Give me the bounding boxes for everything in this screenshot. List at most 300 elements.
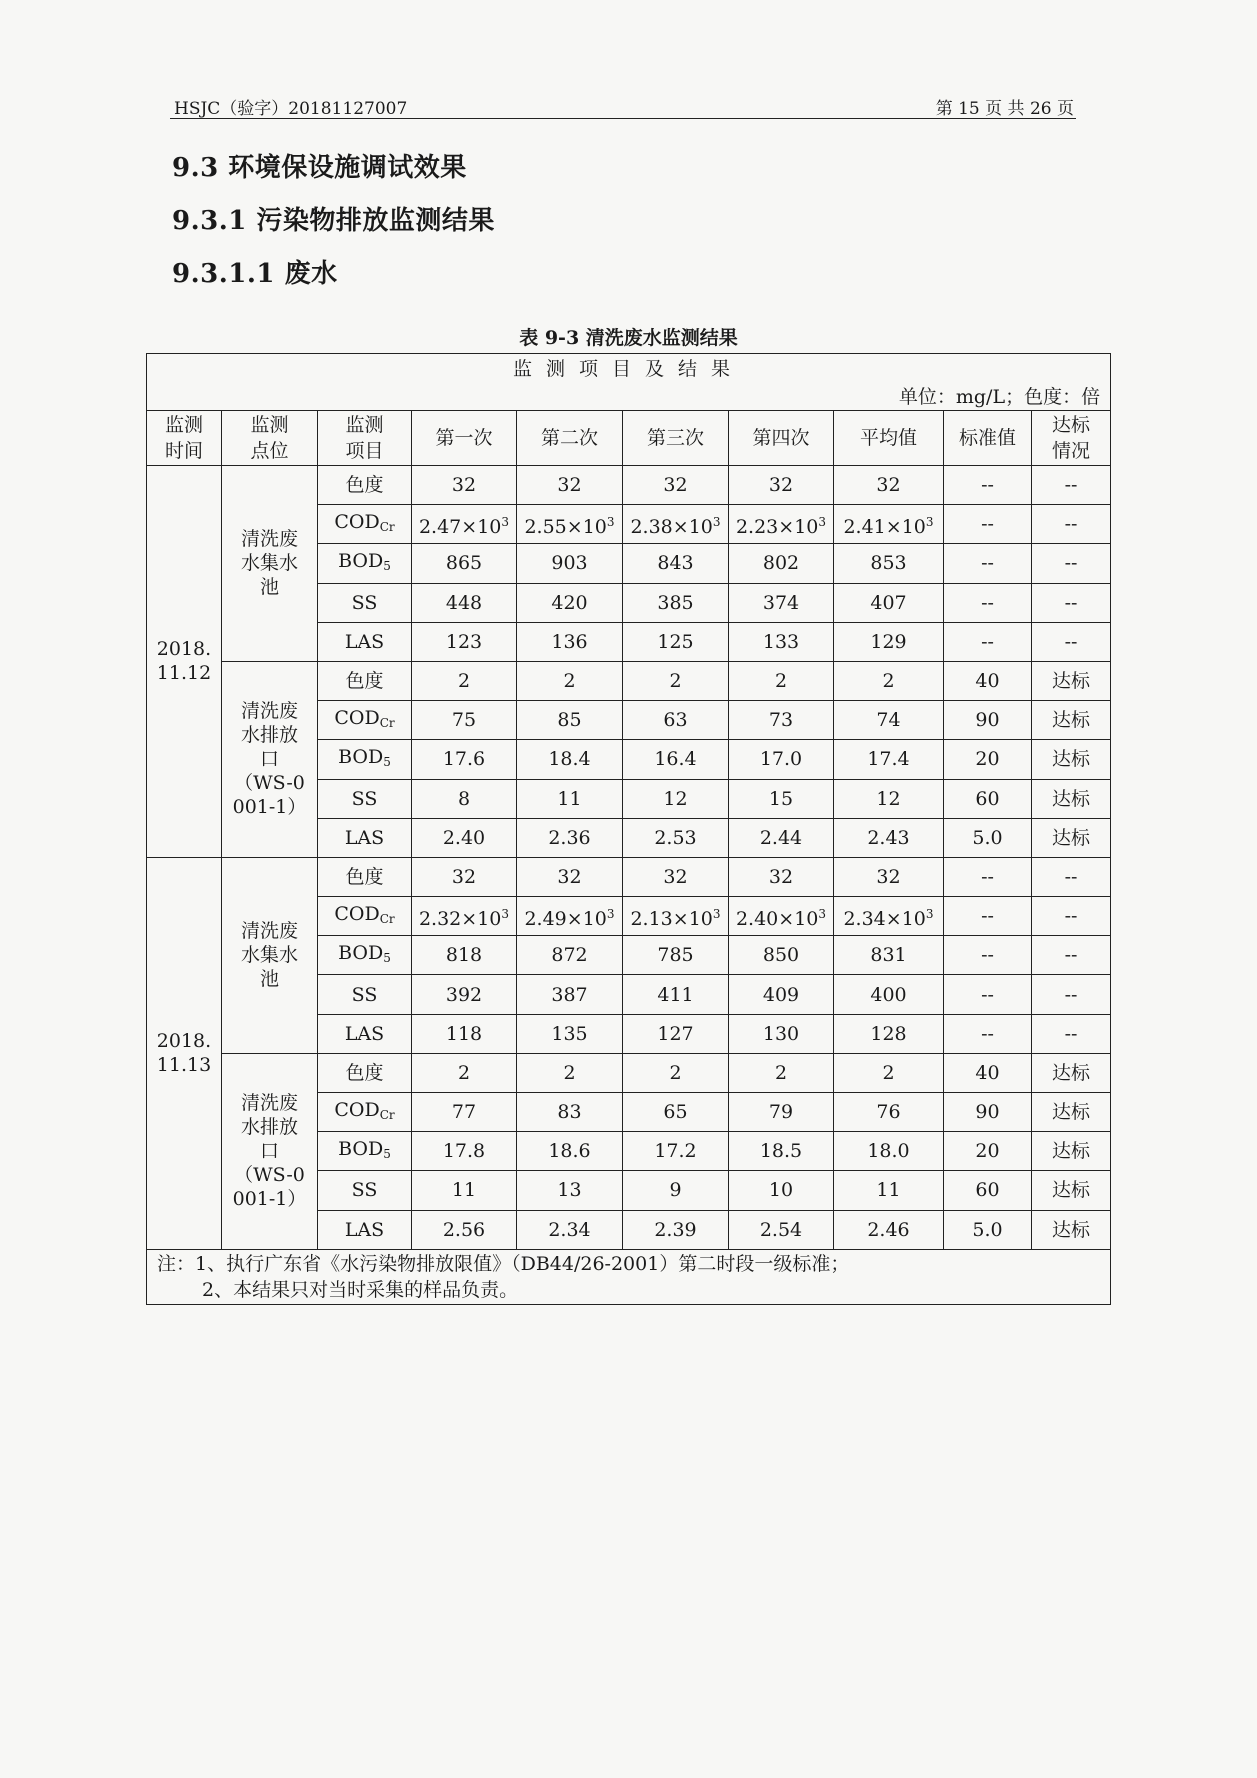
table-cell <box>623 1132 729 1171</box>
table-cell <box>517 466 623 505</box>
cell-value: 77 <box>451 1101 477 1124</box>
table-cell <box>623 505 729 544</box>
table-cell <box>729 701 834 740</box>
table-cell <box>729 1014 834 1053</box>
table-cell <box>517 1132 623 1171</box>
table-cell <box>1032 1014 1111 1053</box>
item-name: 色度 <box>345 865 384 888</box>
table-cell <box>517 975 623 1014</box>
table-cell <box>623 897 729 936</box>
monitoring-item <box>318 779 412 818</box>
table-cell <box>834 1014 944 1053</box>
table-cell <box>412 975 517 1014</box>
monitoring-item <box>318 505 412 544</box>
table-cell <box>944 1132 1032 1171</box>
table-cell <box>623 1171 729 1210</box>
table-cell <box>623 622 729 661</box>
cell-value: 2.23×10 <box>735 515 819 538</box>
table-cell <box>623 1093 729 1132</box>
cell-value: 40 <box>975 670 1000 693</box>
table-cell <box>623 857 729 896</box>
monitoring-item <box>318 622 412 661</box>
cell-value: 17.0 <box>759 748 803 771</box>
cell-value: 136 <box>551 630 588 653</box>
table-cell <box>944 661 1032 700</box>
table-row <box>147 1053 1111 1092</box>
table-cell <box>834 1132 944 1171</box>
table-cell <box>412 740 517 779</box>
table-cell <box>729 466 834 505</box>
cell-value: 818 <box>445 944 483 967</box>
table-cell <box>729 975 834 1014</box>
cell-value: 65 <box>663 1101 688 1124</box>
item-name: 色度 <box>345 1061 384 1084</box>
monitoring-item <box>318 466 412 505</box>
cell-value: 2 <box>669 670 682 693</box>
cell-value: -- <box>1064 630 1078 653</box>
table-cell <box>944 466 1032 505</box>
cell-value: 60 <box>975 1179 1000 1202</box>
table-cell <box>944 544 1032 583</box>
table-cell <box>1032 1053 1111 1092</box>
monitoring-item <box>318 1132 412 1171</box>
cell-value: 63 <box>663 709 688 732</box>
cell-value: 409 <box>762 983 800 1006</box>
cell-value: 407 <box>870 591 907 614</box>
table-unit: 单位：mg/L；色度：倍 <box>147 384 1111 411</box>
table-cell <box>1032 857 1111 896</box>
table-cell <box>517 622 623 661</box>
cell-value: 2 <box>563 670 576 693</box>
table-cell <box>412 505 517 544</box>
cell-value: -- <box>981 630 994 653</box>
cell-value: 17.2 <box>654 1140 697 1163</box>
table-cell <box>1032 544 1111 583</box>
cell-value: 2.53 <box>654 826 697 849</box>
monitoring-item <box>318 583 412 622</box>
table-cell <box>412 1093 517 1132</box>
table-cell <box>517 936 623 975</box>
table-cell <box>412 701 517 740</box>
table-cell <box>834 505 944 544</box>
cell-value: 18.4 <box>548 748 591 771</box>
table-cell <box>944 936 1032 975</box>
cell-value: 2.43 <box>867 826 910 849</box>
cell-value: 400 <box>870 983 907 1006</box>
cell-value: 达标 <box>1052 1218 1091 1241</box>
section-heading-9-3-1-1: 9.3.1.1 废水 <box>172 259 338 289</box>
monitoring-item <box>318 897 412 936</box>
cell-value: 74 <box>876 709 901 732</box>
cell-value: 865 <box>445 552 483 575</box>
cell-value: 达标 <box>1052 826 1091 849</box>
item-subscript: 5 <box>383 754 391 769</box>
table-cell <box>1032 779 1111 818</box>
cell-value: -- <box>981 474 994 497</box>
cell-value: 850 <box>762 944 800 967</box>
table-row <box>147 661 1111 700</box>
cell-exponent: 3 <box>501 514 510 529</box>
cell-value: -- <box>981 905 994 928</box>
cell-value: 60 <box>975 787 1000 810</box>
table-cell <box>834 975 944 1014</box>
table-cell <box>623 1014 729 1053</box>
cell-value: 13 <box>557 1179 582 1202</box>
table-cell <box>517 779 623 818</box>
table-cell <box>729 544 834 583</box>
table-cell <box>412 936 517 975</box>
cell-value: 11 <box>451 1179 477 1202</box>
monitoring-point: 清洗废 水集水 池 <box>222 857 318 1053</box>
cell-value: 8 <box>457 787 471 810</box>
table-cell <box>1032 1210 1111 1249</box>
table-cell <box>1032 818 1111 857</box>
cell-value: 达标 <box>1052 709 1091 732</box>
cell-value: 18.0 <box>867 1140 910 1163</box>
cell-value: 387 <box>551 983 588 1006</box>
cell-value: 2.13×10 <box>630 907 713 930</box>
table-cell <box>944 975 1032 1014</box>
cell-value: -- <box>981 552 994 575</box>
cell-value: 17.6 <box>442 748 486 771</box>
table-cell <box>1032 622 1111 661</box>
cell-value: -- <box>1064 513 1078 536</box>
cell-value: 2.41×10 <box>843 515 926 538</box>
cell-value: 2.54 <box>759 1218 803 1241</box>
monitoring-item <box>318 1014 412 1053</box>
cell-value: 9 <box>669 1179 682 1202</box>
column-header: 平均值 <box>834 411 944 466</box>
table-cell <box>517 505 623 544</box>
table-cell <box>1032 661 1111 700</box>
monitoring-point: 清洗废 水排放 口 （WS-0 001-1） <box>222 1053 318 1249</box>
table-cell <box>944 701 1032 740</box>
cell-value: 32 <box>557 865 582 888</box>
cell-exponent: 3 <box>712 906 721 921</box>
column-header: 达标 情况 <box>1032 411 1111 466</box>
table-cell <box>944 740 1032 779</box>
table-cell <box>623 1210 729 1249</box>
cell-value: -- <box>1064 944 1078 967</box>
item-subscript: Cr <box>379 1107 395 1122</box>
cell-value: 达标 <box>1052 1179 1091 1202</box>
cell-value: 40 <box>975 1061 1000 1084</box>
cell-value: 32 <box>768 474 794 497</box>
table-cell <box>1032 505 1111 544</box>
cell-value: 11 <box>876 1179 901 1202</box>
cell-value: 达标 <box>1052 1140 1091 1163</box>
table-cell <box>944 622 1032 661</box>
table-cell <box>517 1053 623 1092</box>
monitoring-item <box>318 1093 412 1132</box>
table-caption: 表 9-3 清洗废水监测结果 <box>519 327 738 349</box>
monitoring-item <box>318 936 412 975</box>
item-name: BOD <box>338 1137 384 1160</box>
table-cell <box>623 701 729 740</box>
page-number: 第 15 页 共 26 页 <box>935 99 1074 119</box>
table-cell <box>1032 1132 1111 1171</box>
item-name: LAS <box>344 1022 385 1045</box>
cell-value: 127 <box>657 1022 694 1045</box>
table-cell <box>412 818 517 857</box>
monitoring-item <box>318 975 412 1014</box>
cell-value: 83 <box>557 1101 582 1124</box>
item-name: COD <box>334 902 380 925</box>
table-cell <box>944 857 1032 896</box>
cell-exponent: 3 <box>818 906 827 921</box>
cell-exponent: 3 <box>712 514 721 529</box>
cell-value: 达标 <box>1052 787 1091 810</box>
cell-value: 75 <box>451 709 477 732</box>
table-cell <box>944 1210 1032 1249</box>
cell-value: -- <box>1064 552 1078 575</box>
table-cell <box>1032 975 1111 1014</box>
table-cell <box>729 779 834 818</box>
cell-value: -- <box>1064 905 1078 928</box>
cell-value: 85 <box>557 709 582 732</box>
table-cell <box>623 544 729 583</box>
cell-value: 2 <box>563 1061 576 1084</box>
table-cell <box>412 897 517 936</box>
table-cell <box>729 661 834 700</box>
table-cell <box>517 544 623 583</box>
table-cell <box>834 583 944 622</box>
table-cell <box>729 1210 834 1249</box>
page-header <box>170 94 1076 119</box>
cell-value: 32 <box>663 865 688 888</box>
cell-exponent: 3 <box>925 906 934 921</box>
cell-value: 135 <box>551 1022 588 1045</box>
cell-value: 2.40×10 <box>735 907 819 930</box>
table-cell <box>1032 936 1111 975</box>
cell-value: 10 <box>768 1179 794 1202</box>
table-cell <box>834 857 944 896</box>
cell-value: 12 <box>876 787 901 810</box>
table-cell <box>729 936 834 975</box>
cell-value: 达标 <box>1052 748 1091 771</box>
table-cell <box>517 857 623 896</box>
table-row <box>147 466 1111 505</box>
table-cell <box>623 466 729 505</box>
table-cell <box>623 818 729 857</box>
table-cell <box>1032 701 1111 740</box>
cell-value: 达标 <box>1052 1061 1091 1084</box>
cell-value: 785 <box>657 944 694 967</box>
table-cell <box>834 1210 944 1249</box>
cell-value: 853 <box>870 552 907 575</box>
cell-value: 392 <box>445 983 483 1006</box>
cell-value: 32 <box>768 865 794 888</box>
table-cell <box>623 740 729 779</box>
table-cell <box>517 740 623 779</box>
item-name: COD <box>334 706 380 729</box>
item-name: COD <box>334 510 380 533</box>
cell-value: 2.49×10 <box>524 907 607 930</box>
item-name: LAS <box>344 826 385 849</box>
column-header: 标准值 <box>944 411 1032 466</box>
table-cell <box>729 818 834 857</box>
cell-value: 32 <box>451 474 477 497</box>
monitoring-point: 清洗废 水集水 池 <box>222 466 318 662</box>
cell-value: 903 <box>551 552 588 575</box>
table-cell <box>412 1171 517 1210</box>
cell-value: 15 <box>768 787 794 810</box>
note-line-1: 注：1、执行广东省《水污染物排放限值》（DB44/26-2001）第二时段一级标准； <box>157 1252 850 1275</box>
cell-value: 128 <box>870 1022 907 1045</box>
cell-value: -- <box>1064 474 1078 497</box>
table-cell <box>729 505 834 544</box>
cell-exponent: 3 <box>606 514 615 529</box>
cell-value: 达标 <box>1052 1101 1091 1124</box>
table-cell <box>944 897 1032 936</box>
table-title: 监测项目及结果 <box>147 354 1111 385</box>
monitoring-point: 清洗废 水排放 口 （WS-0 001-1） <box>222 661 318 857</box>
cell-value: 16.4 <box>654 748 697 771</box>
table-cell <box>834 544 944 583</box>
cell-value: -- <box>981 591 994 614</box>
cell-value: 411 <box>657 983 694 1006</box>
column-header: 第三次 <box>623 411 729 466</box>
cell-value: 448 <box>445 591 483 614</box>
item-subscript: 5 <box>383 558 391 573</box>
cell-value: 843 <box>657 552 694 575</box>
monitoring-item <box>318 1053 412 1092</box>
table-cell <box>517 701 623 740</box>
cell-exponent: 3 <box>501 906 510 921</box>
monitoring-date: 2018. 11.13 <box>147 857 222 1249</box>
table-cell <box>834 1053 944 1092</box>
table-cell <box>1032 897 1111 936</box>
cell-value: 118 <box>445 1022 483 1045</box>
cell-value: 17.4 <box>867 748 910 771</box>
table-cell <box>412 1014 517 1053</box>
monitoring-item <box>318 740 412 779</box>
table-notes <box>147 1249 1111 1304</box>
cell-value: 130 <box>762 1022 800 1045</box>
cell-value: 2 <box>669 1061 682 1084</box>
table-cell <box>944 818 1032 857</box>
table-cell <box>517 1210 623 1249</box>
cell-value: 2 <box>457 1061 471 1084</box>
column-header: 监测 项目 <box>318 411 412 466</box>
table-cell <box>729 740 834 779</box>
cell-value: 872 <box>551 944 588 967</box>
cell-value: 123 <box>445 630 483 653</box>
item-name: 色度 <box>345 670 384 693</box>
table-cell <box>1032 466 1111 505</box>
table-cell <box>729 897 834 936</box>
table-cell <box>412 1053 517 1092</box>
cell-value: 2.55×10 <box>524 515 607 538</box>
cell-value: 5.0 <box>972 826 1003 849</box>
cell-value: 2 <box>457 670 471 693</box>
table-cell <box>1032 583 1111 622</box>
table-cell <box>412 661 517 700</box>
note-line-2: 2、本结果只对当时采集的样品负责。 <box>202 1278 519 1301</box>
cell-value: -- <box>981 513 994 536</box>
cell-value: 2.46 <box>867 1218 910 1241</box>
table-cell <box>412 857 517 896</box>
table-cell <box>517 1171 623 1210</box>
table-cell <box>1032 740 1111 779</box>
item-subscript: Cr <box>379 519 395 534</box>
cell-value: 32 <box>876 865 901 888</box>
table-cell <box>623 583 729 622</box>
cell-value: 73 <box>768 709 794 732</box>
cell-value: -- <box>981 1022 994 1045</box>
section-heading-9-3-1: 9.3.1 污染物排放监测结果 <box>172 206 495 236</box>
cell-value: 32 <box>557 474 582 497</box>
item-subscript: Cr <box>379 911 395 926</box>
cell-value: 133 <box>762 630 800 653</box>
table-cell <box>729 622 834 661</box>
table-cell <box>834 466 944 505</box>
column-header: 监测 时间 <box>147 411 222 466</box>
cell-value: 2.34 <box>548 1218 591 1241</box>
wastewater-monitoring-table <box>146 353 1111 1305</box>
cell-value: 11 <box>557 787 582 810</box>
table-cell <box>623 1053 729 1092</box>
cell-value: 2.39 <box>654 1218 697 1241</box>
monitoring-item <box>318 1210 412 1249</box>
table-cell <box>729 857 834 896</box>
cell-value: 12 <box>663 787 688 810</box>
cell-value: 2 <box>774 670 788 693</box>
table-cell <box>834 779 944 818</box>
cell-value: 18.6 <box>548 1140 591 1163</box>
monitoring-date: 2018. 11.12 <box>147 466 222 858</box>
table-cell <box>412 466 517 505</box>
cell-value: 129 <box>870 630 907 653</box>
table-cell <box>729 1053 834 1092</box>
item-name: SS <box>351 983 378 1006</box>
cell-value: 2 <box>774 1061 788 1084</box>
cell-value: -- <box>1064 983 1078 1006</box>
monitoring-item <box>318 818 412 857</box>
table-cell <box>412 544 517 583</box>
monitoring-item <box>318 661 412 700</box>
table-cell <box>412 622 517 661</box>
column-header: 第一次 <box>412 411 517 466</box>
table-cell <box>834 661 944 700</box>
cell-value: -- <box>981 983 994 1006</box>
item-name: SS <box>351 591 378 614</box>
table-cell <box>1032 1093 1111 1132</box>
table-cell <box>412 583 517 622</box>
cell-value: 达标 <box>1052 670 1091 693</box>
table-cell <box>834 897 944 936</box>
table-cell <box>412 1210 517 1249</box>
table-cell <box>834 936 944 975</box>
item-name: BOD <box>338 549 384 572</box>
section-heading-9-3: 9.3 环境保设施调试效果 <box>172 153 467 183</box>
cell-value: 2.34×10 <box>843 907 926 930</box>
table-cell <box>834 740 944 779</box>
cell-value: 2.40 <box>442 826 486 849</box>
table-cell <box>623 975 729 1014</box>
cell-value: 2.56 <box>442 1218 486 1241</box>
cell-value: 90 <box>975 1101 1000 1124</box>
cell-value: 2.38×10 <box>630 515 713 538</box>
cell-value: 18.5 <box>759 1140 803 1163</box>
table-cell <box>517 897 623 936</box>
table-cell <box>729 1093 834 1132</box>
table-cell <box>944 779 1032 818</box>
cell-value: 20 <box>975 748 1000 771</box>
cell-value: 2.32×10 <box>418 907 502 930</box>
table-cell <box>517 583 623 622</box>
cell-exponent: 3 <box>606 906 615 921</box>
